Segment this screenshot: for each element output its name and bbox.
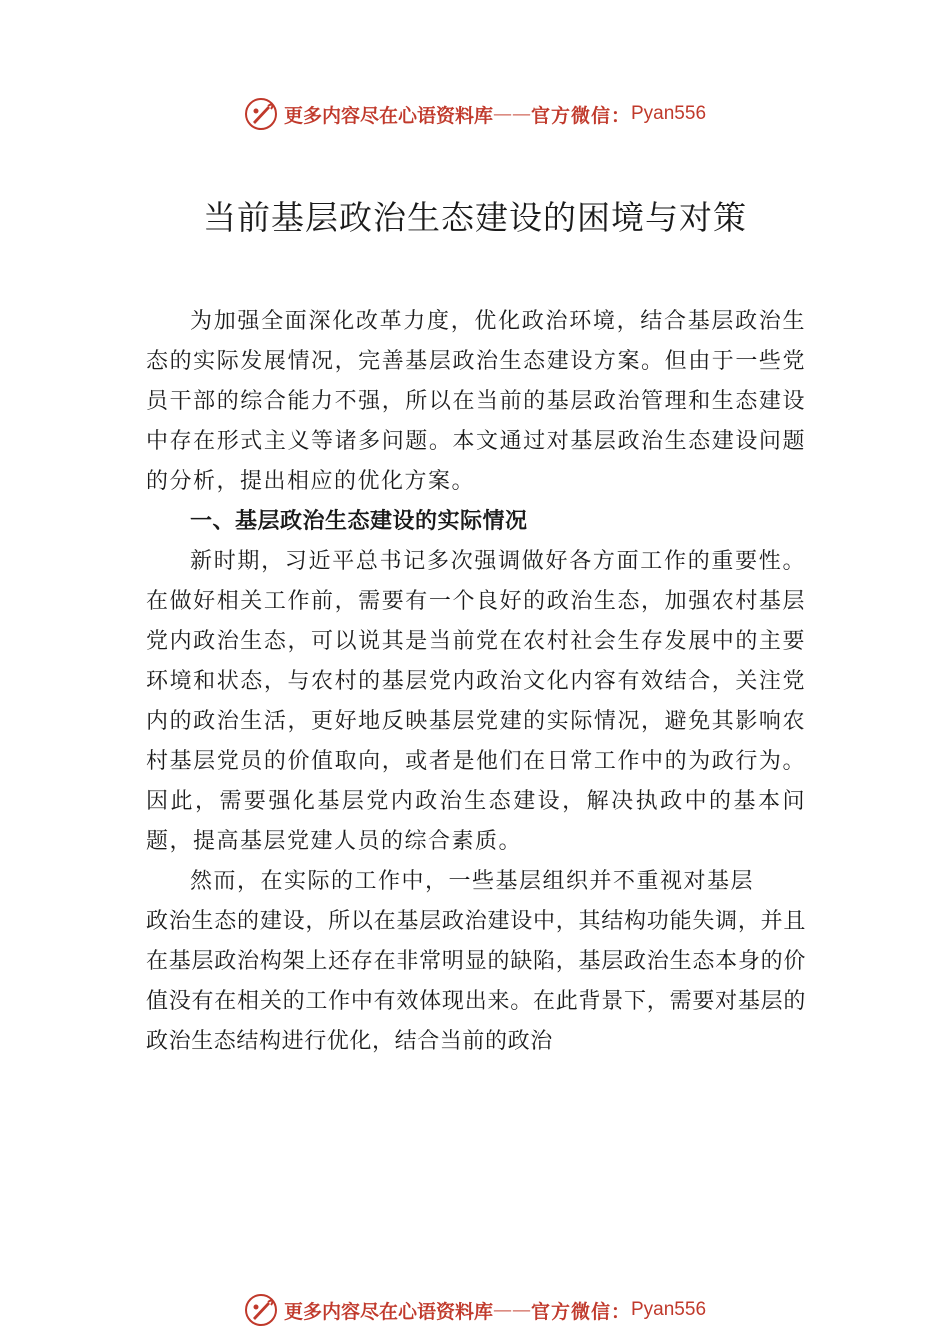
section-paragraph-opening-line: 然而，在实际的工作中，一些基层组织并不重视对基层 [190,869,755,894]
banner-wechat-id: Pyan556 [631,1299,707,1320]
section-paragraph-continued: 政治生态的建设，所以在基层政治建设中，其结构功能失调，并且在基层政治构架上还存在非常明显的缺陷，基层政治生态本身的价值没有在相关的工作中有效体现出来。在此背景下，需要对基层的政治生态结构进行优化，结合当前的政治 [146,909,806,1054]
intro-paragraph: 为加强全面深化改革力度，优化政治环境，结合基层政治生态的实际发展情况，完善基层政治生态建设方案。但由于一些党员干部的综合能力不强，所以在当前的基层政治管理和生态建设中存在形式主义等诸多问题。本文通过对基层政治生态建设问题的分析，提出相应的优化方案。 [146,309,806,494]
banner-wechat-label: 官方微信： [530,1300,631,1323]
banner-wechat-id: Pyan556 [631,103,707,124]
document-title: 当前基层政治生态建设的困境与对策 [203,198,747,237]
section-heading: 一、基层政治生态建设的实际情况 [190,509,528,534]
banner-dash: —— [492,1299,531,1321]
footer-banner [0,1290,950,1330]
quill-pen-logo-icon [244,97,278,131]
quill-pen-logo-icon [244,1293,278,1327]
section-paragraph: 新时期，习近平总书记多次强调做好各方面工作的重要性。在做好相关工作前，需要有一个良好的政治生态，加强农村基层党内政治生态，可以说其是当前党在农村社会生存发展中的主要环境和状态，与农村的基层党内政治文化内容有效结合，关注党内的政治生活，更好地反映基层党建的实际情况，避免其影响农村基层党员的价值取向，或者是他们在日常工作中的为政行为。因此，需要强化基层党内政治生态建设，解决执政中的基本问题，提高基层党建人员的综合素质。 [146,549,806,854]
banner-wechat-label: 官方微信： [530,104,631,127]
banner-brand-text: 更多内容尽在心语资料库 [283,104,493,127]
banner-brand-text: 更多内容尽在心语资料库 [283,1300,493,1323]
document-body [146,302,806,1062]
banner-dash: —— [492,103,531,125]
header-banner [0,94,950,134]
